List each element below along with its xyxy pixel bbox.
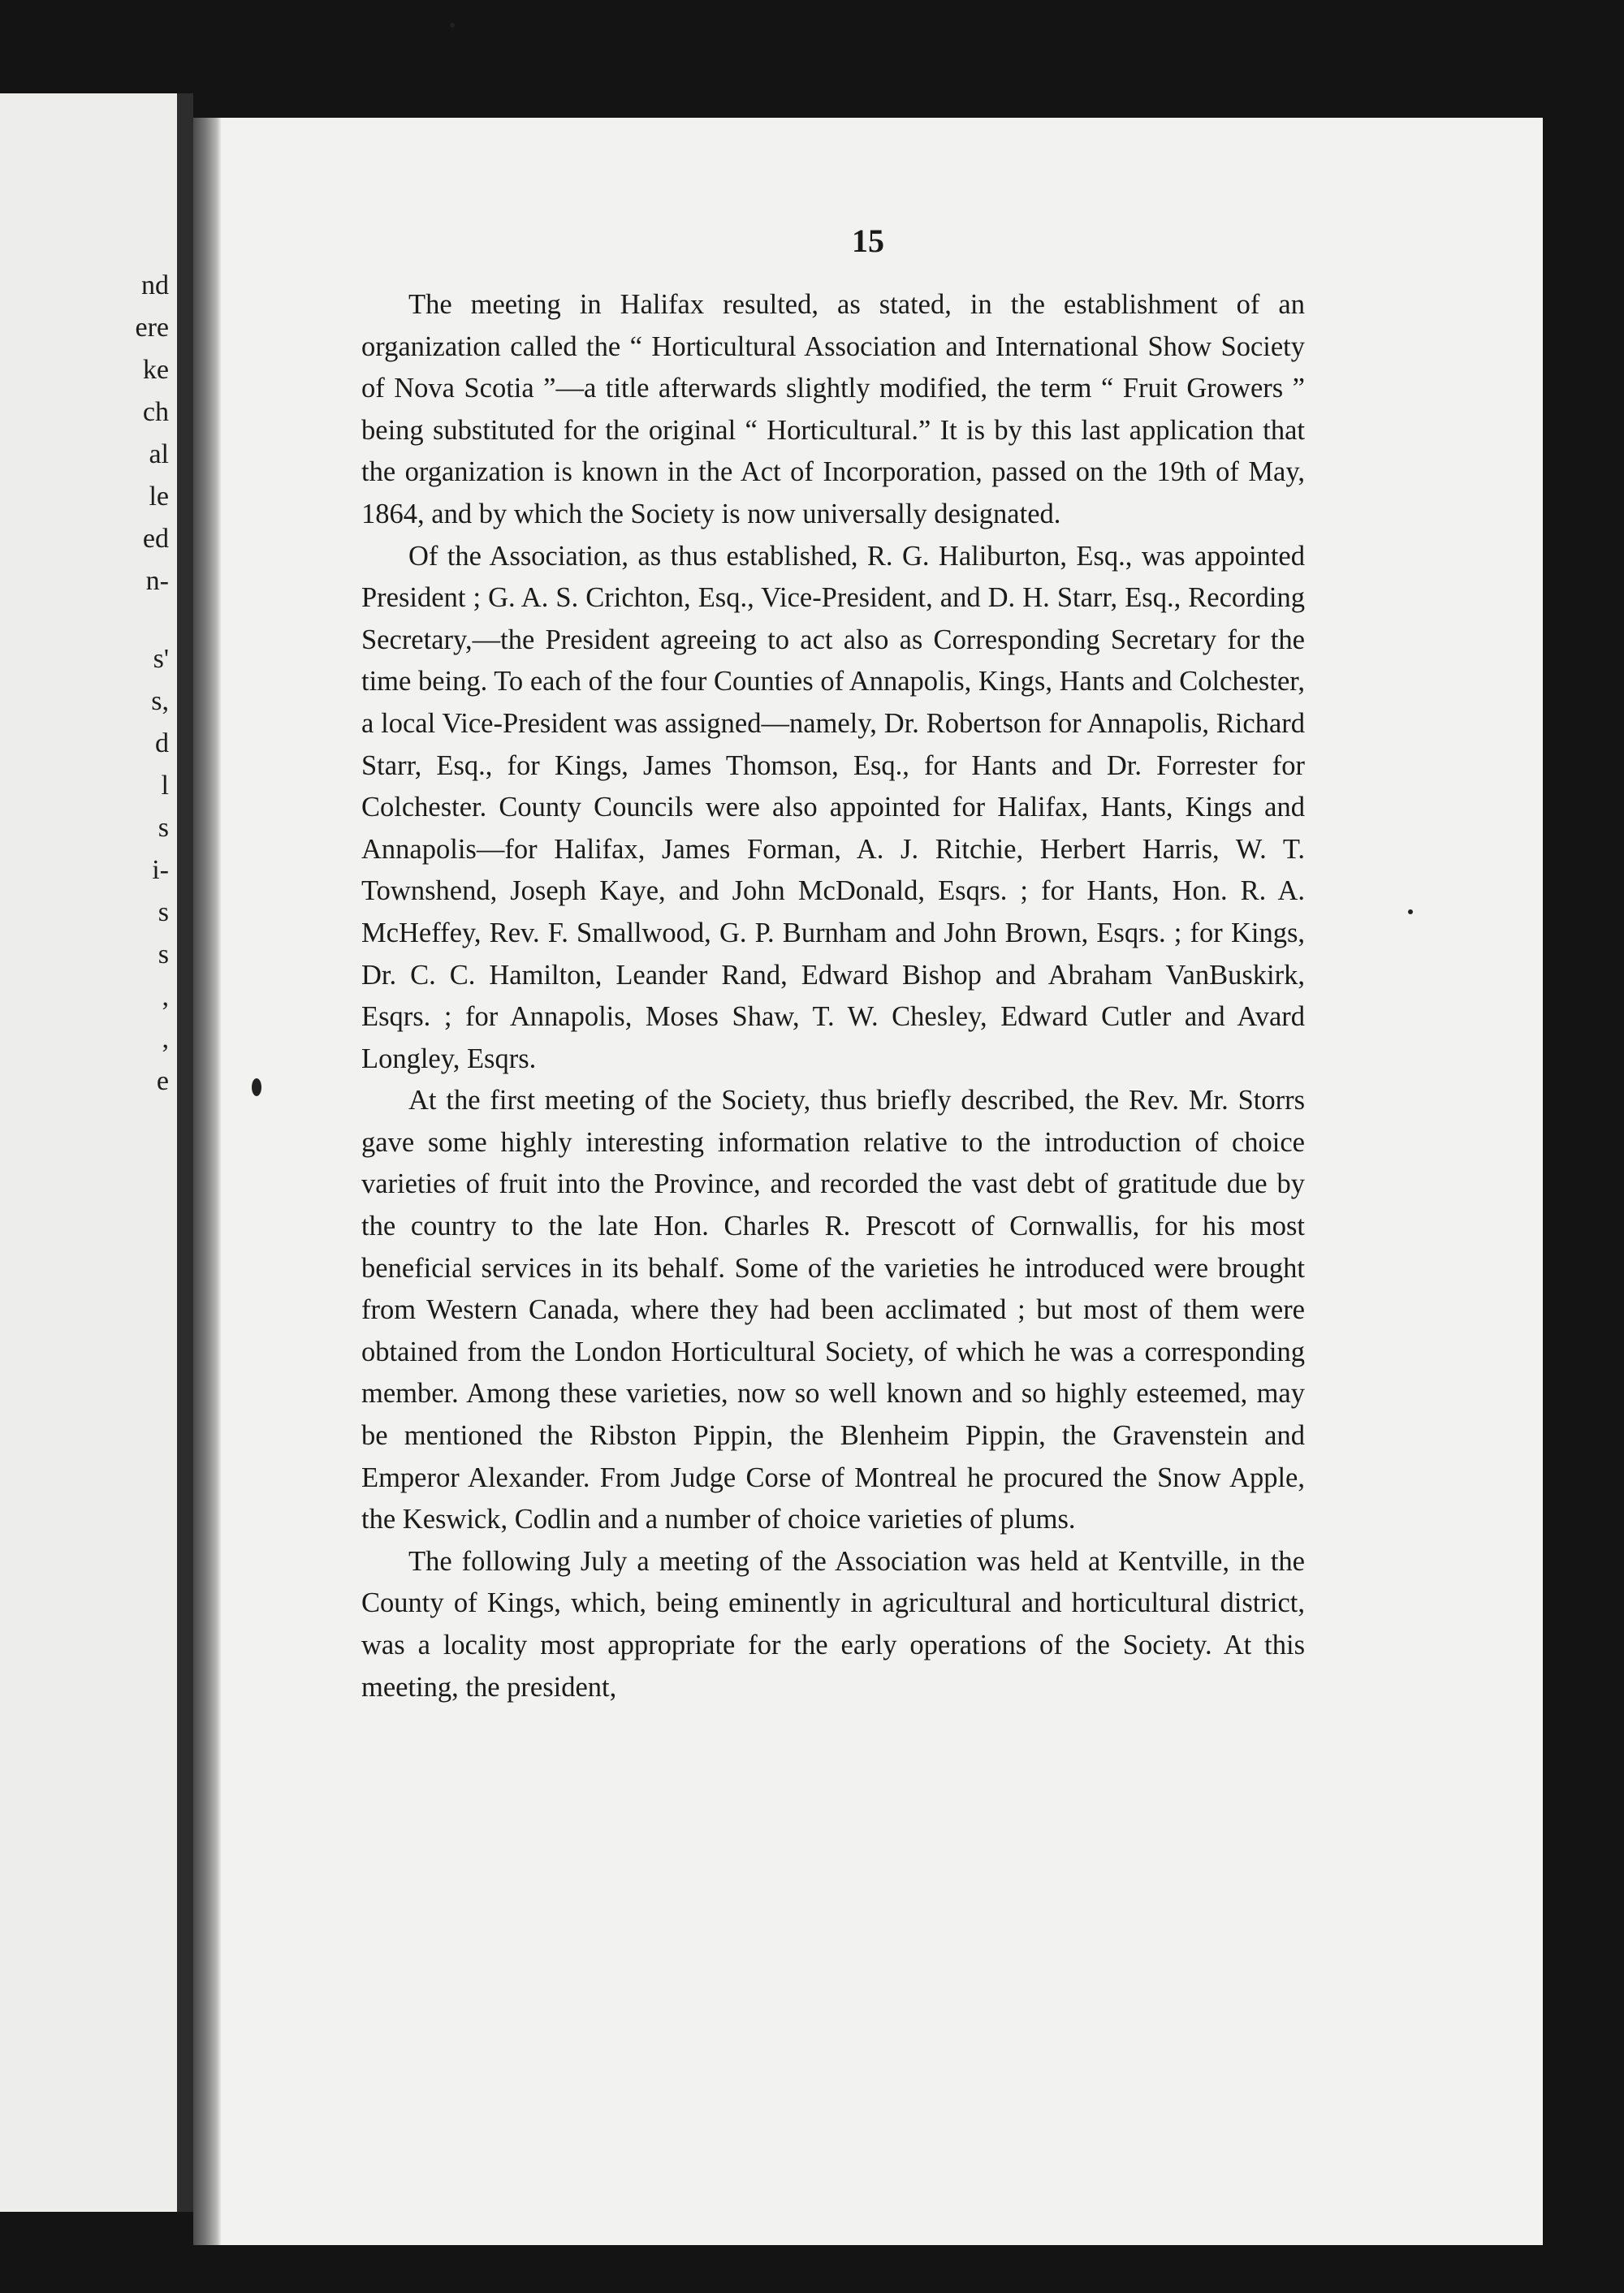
left-fragment: , bbox=[162, 1024, 169, 1054]
page-spine-shadow bbox=[193, 118, 221, 2245]
left-fragment: d bbox=[155, 728, 169, 758]
left-fragment: nd bbox=[141, 270, 169, 300]
book-gutter bbox=[177, 93, 193, 2212]
left-fragment: ch bbox=[142, 397, 169, 427]
left-fragment: s bbox=[158, 897, 169, 927]
left-fragment: l bbox=[161, 771, 169, 801]
ink-blot bbox=[252, 1078, 261, 1096]
left-fragment: ed bbox=[142, 524, 169, 554]
right-page bbox=[193, 118, 1543, 2245]
left-fragment: s, bbox=[151, 686, 169, 716]
paragraph: Of the Association, as thus established, R. G. Haliburton, Esq., was appointed President ; G. A. S. Crichton, Esq., Vice-President, and D. H. Starr, Esq., Recording Secretary,—the President agreeing to act also as Corresponding Secretary for the time being. To each of the four Counties of Annapolis, Kings, Hants and Colchester, a local Vice-President was assigned—namely, Dr. Robertson for Annapolis, Richard Starr, Esq., for Kings, James Thomson, Esq., for Hants and Dr. Forrester for Colchester. County Councils were also appointed for Halifax, Hants, Kings and Annapolis—for Halifax, James Forman, A. J. Ritchie, Herbert Harris, W. T. Townshend, Joseph Kaye, and John McDonald, Esqrs. ; for Hants, Hon. R. A. McHeffey, Rev. F. Smallwood, G. P. Burnham and John Brown, Esqrs. ; for Kings, Dr. C. C. Hamilton, Leander Rand, Edward Bishop and Abraham VanBuskirk, Esqrs. ; for Annapolis, Moses Shaw, T. W. Chesley, Edward Cutler and Avard Longley, Esqrs. bbox=[361, 540, 1305, 1074]
left-fragment: s bbox=[158, 939, 169, 969]
left-fragment: e bbox=[156, 1066, 169, 1096]
left-fragment: ke bbox=[142, 355, 169, 385]
left-fragment: al bbox=[149, 439, 169, 469]
left-fragment: n- bbox=[145, 566, 169, 596]
left-fragment: le bbox=[149, 481, 169, 512]
left-page-edge bbox=[0, 93, 177, 2212]
ink-speck bbox=[450, 23, 455, 28]
ink-speck bbox=[1408, 909, 1413, 914]
left-fragment: s' bbox=[153, 644, 169, 674]
left-fragment: s bbox=[158, 813, 169, 843]
left-fragment: i- bbox=[152, 855, 169, 885]
paragraph: The meeting in Halifax resulted, as stated, in the establishment of an organization called the “ Horticultural Association and International Show Society of Nova Scotia ”—a title afterwards slightly modified, the term “ Fruit Growers ” being substituted for the original “ Horticultural.” It is by this last application that the organization is known in the Act of Incorporation, passed on the 19th of May, 1864, and by which the Society is now universally designated. bbox=[361, 289, 1305, 529]
paragraph: The following July a meeting of the Association was held at Kentville, in the County of Kings, which, being eminently in agricultural and horticultural district, was a locality most appropriate for the early operations of the Society. At this meeting, the president, bbox=[361, 1545, 1305, 1703]
paragraph: At the first meeting of the Society, thus briefly described, the Rev. Mr. Storrs gave some highly interesting information relative to the introduction of choice varieties of fruit into the Province, and recorded the vast debt of gratitude due by the country to the late Hon. Charles R. Prescott of Cornwallis, for his most beneficial services in its behalf. Some of the varieties he introduced were brought from Western Canada, where they had been acclimated ; but most of them were obtained from the London Horticultural Society, of which he was a corresponding member. Among these varieties, now so well known and so highly esteemed, may be mentioned the Ribston Pippin, the Blenheim Pippin, the Gravenstein and Emperor Alexander. From Judge Corse of Montreal he procured the Snow Apple, the Keswick, Codlin and a number of choice varieties of plums. bbox=[361, 1085, 1305, 1535]
body-text bbox=[361, 284, 1305, 1708]
page-number: 15 bbox=[852, 222, 884, 259]
left-fragment: , bbox=[162, 982, 169, 1012]
left-fragment: ere bbox=[135, 313, 169, 343]
